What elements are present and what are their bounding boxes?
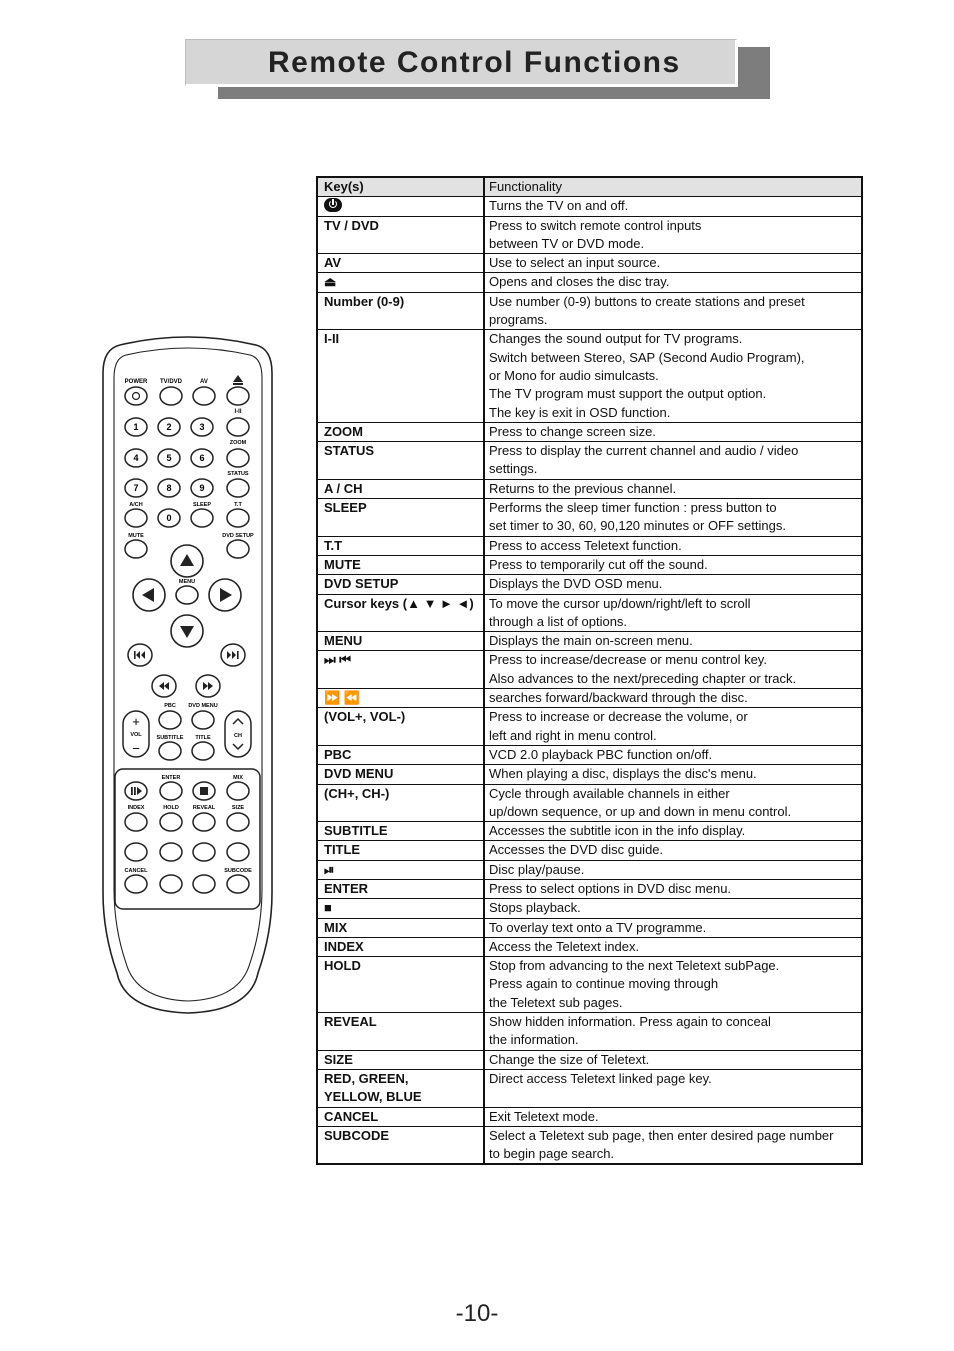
power-button: [125, 387, 147, 405]
green-button: [160, 843, 182, 861]
key-cell: SIZE: [317, 1050, 484, 1069]
menu-button: [176, 586, 198, 604]
svg-text:6: 6: [199, 453, 205, 463]
key-cell: I-II: [317, 330, 484, 422]
table-row: [317, 937, 862, 956]
play-pause-button: [125, 782, 147, 800]
function-cell: Use to select an input source.: [484, 254, 862, 273]
table-row: [317, 918, 862, 937]
sleep-button: [191, 509, 213, 527]
function-cell: Returns to the previous channel.: [484, 479, 862, 498]
function-cell: Displays the main on-screen menu.: [484, 632, 862, 651]
function-cell: Press to increase or decrease the volume, or left and right in menu control.: [484, 708, 862, 746]
table-row: [317, 879, 862, 898]
blank-button-1: [160, 875, 182, 893]
tvdvd-button: [160, 387, 182, 405]
tt-button: [227, 509, 249, 527]
key-cell: Cursor keys (▲ ▼ ► ◄): [317, 594, 484, 632]
key-cell: ⏏: [317, 273, 484, 292]
dvd-menu-label: DVD MENU: [188, 703, 218, 709]
vol-label: VOL: [130, 732, 142, 738]
mute-label: MUTE: [128, 533, 144, 539]
subcode-label: SUBCODE: [224, 868, 252, 874]
table-row: [317, 1013, 862, 1051]
table-row: [317, 841, 862, 860]
function-cell: When playing a disc, displays the disc's menu.: [484, 765, 862, 784]
function-cell: Stops playback.: [484, 899, 862, 918]
i-ii-button: [227, 418, 249, 436]
av-button: [193, 387, 215, 405]
key-cell: ENTER: [317, 879, 484, 898]
svg-text:4: 4: [133, 453, 139, 463]
table-row: [317, 536, 862, 555]
ach-button: [125, 509, 147, 527]
size-button: [227, 813, 249, 831]
ach-label: A/CH: [129, 502, 143, 508]
blank-button-2: [193, 875, 215, 893]
table-row: [317, 1069, 862, 1107]
key-cell: TV / DVD: [317, 216, 484, 254]
mix-button: [227, 782, 249, 800]
i-ii-label: I-II: [234, 409, 242, 415]
title-banner: [185, 39, 738, 87]
index-label: INDEX: [127, 805, 145, 811]
functions-table: [316, 176, 863, 1165]
table-row: [317, 860, 862, 879]
table-row: [317, 1107, 862, 1126]
svg-text:−: −: [132, 741, 140, 756]
eject-button: [227, 387, 249, 405]
title-button: [192, 742, 214, 760]
mute-button: [125, 540, 147, 558]
sleep-label: SLEEP: [192, 502, 212, 508]
power-icon: [324, 198, 342, 212]
function-cell: Opens and closes the disc tray.: [484, 273, 862, 292]
function-cell: Press to switch remote control inputs between TV or DVD mode.: [484, 216, 862, 254]
dvd-setup-button: [227, 540, 249, 558]
enter-label: ENTER: [161, 775, 181, 781]
table-row: [317, 575, 862, 594]
power-label: POWER: [124, 379, 148, 385]
status-button: [227, 479, 249, 497]
svg-text:9: 9: [199, 483, 205, 493]
key-cell: Number (0-9): [317, 292, 484, 330]
status-label: STATUS: [227, 471, 249, 477]
pbc-label: PBC: [164, 703, 176, 709]
table-row: [317, 330, 862, 422]
key-cell: (CH+, CH-): [317, 784, 484, 822]
menu-label: MENU: [178, 579, 196, 585]
av-label: AV: [200, 379, 208, 385]
svg-text:2: 2: [166, 422, 172, 432]
function-cell: Changes the sound output for TV programs. Switch between Stereo, SAP (Second Audio Program), or Mono for audio simulcasts. The TV program must support the output option. The key is exit in OSD function.: [484, 330, 862, 422]
table-row: [317, 594, 862, 632]
function-cell: VCD 2.0 playback PBC function on/off.: [484, 745, 862, 764]
key-cell: ■: [317, 899, 484, 918]
svg-text:3: 3: [199, 422, 205, 432]
key-cell: HOLD: [317, 957, 484, 1013]
zoom-button: [227, 449, 249, 467]
svg-text:+: +: [132, 714, 140, 729]
key-cell: SUBTITLE: [317, 822, 484, 841]
key-cell: MIX: [317, 918, 484, 937]
svg-text:0: 0: [166, 513, 172, 523]
svg-text:7: 7: [133, 483, 139, 493]
tvdvd-label: TV/DVD: [159, 379, 183, 385]
table-row: [317, 442, 862, 480]
function-cell: Accesses the DVD disc guide.: [484, 841, 862, 860]
table-row: [317, 708, 862, 746]
size-label: SIZE: [231, 805, 245, 811]
function-cell: Press to display the current channel and audio / video settings.: [484, 442, 862, 480]
dvd-menu-button: [192, 711, 214, 729]
mix-label: MIX: [233, 775, 243, 781]
function-cell: Select a Teletext sub page, then enter desired page number to begin page search.: [484, 1126, 862, 1164]
cancel-label: CANCEL: [124, 868, 148, 874]
key-cell: PBC: [317, 745, 484, 764]
title-label: TITLE: [195, 735, 211, 741]
table-row: [317, 479, 862, 498]
function-cell: To move the cursor up/down/right/left to scroll through a list of options.: [484, 594, 862, 632]
key-cell: ⏯: [317, 860, 484, 879]
key-cell: A / CH: [317, 479, 484, 498]
index-button: [125, 813, 147, 831]
table-row: [317, 422, 862, 441]
table-row: [317, 689, 862, 708]
subtitle-label: SUBTITLE: [156, 735, 184, 741]
function-cell: Access the Teletext index.: [484, 937, 862, 956]
function-cell: Press to select options in DVD disc menu.: [484, 879, 862, 898]
reveal-label: REVEAL: [192, 805, 216, 811]
key-cell: SLEEP: [317, 499, 484, 537]
table-row: [317, 632, 862, 651]
function-cell: Show hidden information. Press again to conceal the information.: [484, 1013, 862, 1051]
cancel-button: [125, 875, 147, 893]
table-row: [317, 197, 862, 216]
table-row: [317, 651, 862, 689]
remote-control-illustration: [100, 333, 275, 1015]
function-cell: Disc play/pause.: [484, 860, 862, 879]
table-row: [317, 292, 862, 330]
key-cell: ZOOM: [317, 422, 484, 441]
key-cell: [317, 197, 484, 216]
table-row: [317, 216, 862, 254]
table-row: [317, 1050, 862, 1069]
ch-label: CH: [234, 733, 242, 739]
function-cell: Cycle through available channels in either up/down sequence, or up and down in menu control.: [484, 784, 862, 822]
remote-body: [103, 337, 272, 1013]
table-row: [317, 784, 862, 822]
hold-label: HOLD: [163, 805, 179, 811]
dvd-setup-label: DVD SETUP: [222, 533, 254, 539]
table-row: [317, 499, 862, 537]
function-cell: Use number (0-9) buttons to create stations and preset programs.: [484, 292, 862, 330]
table-row: [317, 745, 862, 764]
function-cell: Turns the TV on and off.: [484, 197, 862, 216]
function-cell: searches forward/backward through the disc.: [484, 689, 862, 708]
key-cell: DVD SETUP: [317, 575, 484, 594]
function-cell: Direct access Teletext linked page key.: [484, 1069, 862, 1107]
svg-text:8: 8: [166, 483, 172, 493]
function-cell: Press to temporarily cut off the sound.: [484, 555, 862, 574]
function-cell: Performs the sleep timer function : press button to set timer to 30, 60, 90,120 minutes or OFF settings.: [484, 499, 862, 537]
key-cell: CANCEL: [317, 1107, 484, 1126]
function-cell: Exit Teletext mode.: [484, 1107, 862, 1126]
page-title: Remote Control Functions: [268, 46, 681, 79]
red-button: [125, 843, 147, 861]
key-cell: MENU: [317, 632, 484, 651]
table-row: [317, 555, 862, 574]
pbc-button: [159, 711, 181, 729]
header-function: Functionality: [484, 177, 862, 197]
table-row: [317, 899, 862, 918]
function-cell: Stop from advancing to the next Teletext subPage. Press again to continue moving through the Teletext sub pages.: [484, 957, 862, 1013]
subtitle-button: [159, 742, 181, 760]
table-header-row: [317, 177, 862, 197]
table-row: [317, 1126, 862, 1164]
svg-text:5: 5: [166, 453, 172, 463]
svg-text:1: 1: [133, 422, 139, 432]
function-cell: Press to access Teletext function.: [484, 536, 862, 555]
zoom-label: ZOOM: [229, 440, 247, 446]
blue-button: [227, 843, 249, 861]
function-cell: Accesses the subtitle icon in the info display.: [484, 822, 862, 841]
table-row: [317, 822, 862, 841]
hold-button: [160, 813, 182, 831]
key-cell: ⏭ ⏮: [317, 651, 484, 689]
key-cell: MUTE: [317, 555, 484, 574]
key-cell: ⏩ ⏪: [317, 689, 484, 708]
reveal-button: [193, 813, 215, 831]
table-row: [317, 765, 862, 784]
key-cell: DVD MENU: [317, 765, 484, 784]
table-row: [317, 254, 862, 273]
key-cell: INDEX: [317, 937, 484, 956]
table-row: [317, 273, 862, 292]
function-cell: Change the size of Teletext.: [484, 1050, 862, 1069]
tt-label: T.T: [234, 502, 242, 508]
function-cell: Press to change screen size.: [484, 422, 862, 441]
yellow-button: [193, 843, 215, 861]
header-key: Key(s): [317, 177, 484, 197]
enter-button: [160, 782, 182, 800]
key-cell: REVEAL: [317, 1013, 484, 1051]
function-cell: To overlay text onto a TV programme.: [484, 918, 862, 937]
table-row: [317, 957, 862, 1013]
key-cell: TITLE: [317, 841, 484, 860]
key-cell: STATUS: [317, 442, 484, 480]
key-cell: SUBCODE: [317, 1126, 484, 1164]
key-cell: AV: [317, 254, 484, 273]
page-number: -10-: [455, 1300, 499, 1327]
key-cell: (VOL+, VOL-): [317, 708, 484, 746]
key-cell: T.T: [317, 536, 484, 555]
function-cell: Press to increase/decrease or menu control key. Also advances to the next/preceding chapter or track.: [484, 651, 862, 689]
subcode-button: [227, 875, 249, 893]
function-cell: Displays the DVD OSD menu.: [484, 575, 862, 594]
key-cell: RED, GREEN, YELLOW, BLUE: [317, 1069, 484, 1107]
